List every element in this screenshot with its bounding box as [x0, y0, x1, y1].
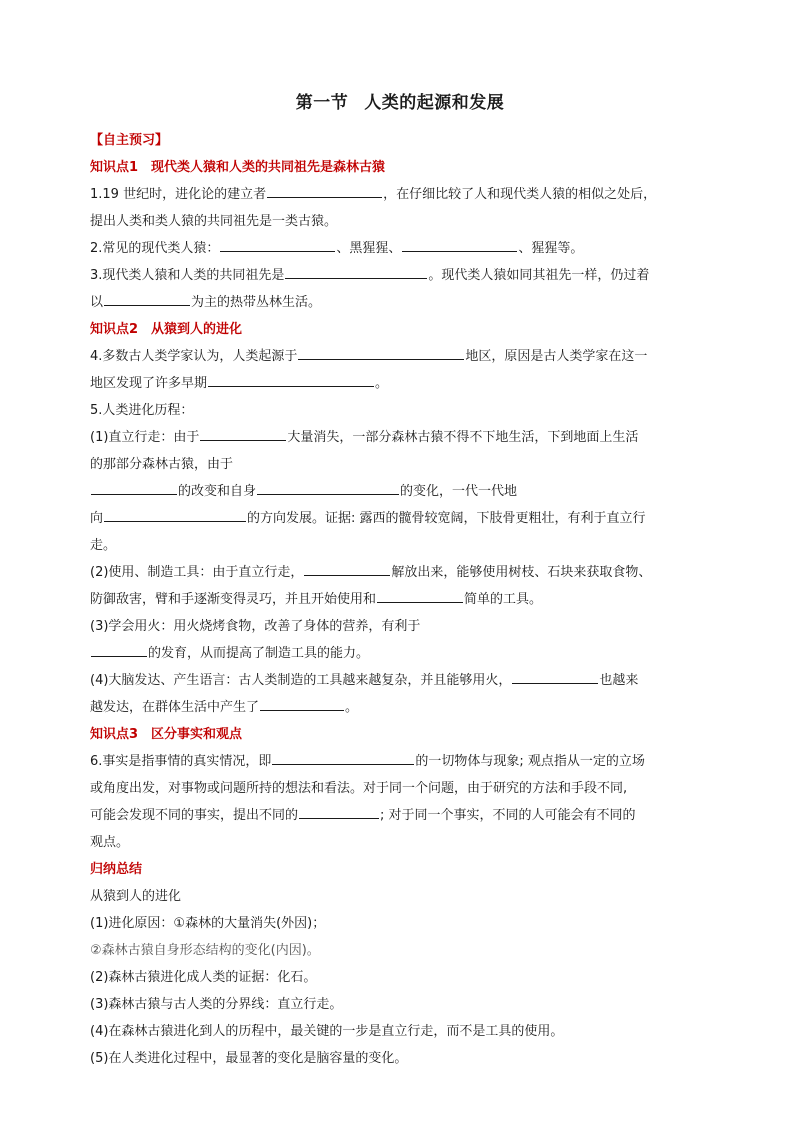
question-5-1-line-2: 的那部分森林古猿，由于: [90, 457, 234, 472]
answer-blank[interactable]: [91, 642, 147, 657]
summary-title: 从猿到人的进化: [90, 889, 182, 904]
question-5-1-line-3: 的改变和自身 的变化，一代一代地: [90, 478, 710, 505]
question-3-line-1: 3.现代类人猿和人类的共同祖先是 。现代类人猿如同其祖先一样，仍过着: [90, 262, 710, 289]
answer-blank[interactable]: [299, 804, 379, 819]
question-5-1-line-5: 走。: [90, 538, 117, 553]
answer-blank[interactable]: [104, 291, 190, 306]
question-5-3-line-2: 的发育，从而提高了制造工具的能力。: [90, 640, 710, 667]
question-6-line-4: 观点。: [90, 835, 130, 850]
answer-blank[interactable]: [260, 696, 344, 711]
answer-blank[interactable]: [272, 750, 414, 765]
answer-blank[interactable]: [512, 669, 598, 684]
answer-blank[interactable]: [220, 237, 335, 252]
preview-header: 【自主预习】: [90, 133, 169, 148]
question-6-line-3: 可能会发现不同的事实，提出不同的 ; 对于同一个事实，不同的人可能会有不同的: [90, 802, 710, 829]
summary-header: 归纳总结: [90, 862, 143, 877]
question-5-4-line-2: 越发达，在群体生活中产生了 。: [90, 694, 710, 721]
worksheet-page: [90, 88, 710, 1072]
question-2: 2.常见的现代类人猿： 、黑猩猩、 、猩猩等。: [90, 235, 710, 262]
summary-item-5: (5)在人类进化过程中，最显著的变化是脑容量的变化。: [90, 1051, 408, 1066]
page-title: 第一节 人类的起源和发展: [295, 93, 505, 113]
question-5-2-line-2: 防御敌害，臂和手逐渐变得灵巧，并且开始使用和 简单的工具。: [90, 586, 710, 613]
answer-blank[interactable]: [104, 507, 246, 522]
summary-item-3: (3)森林古猿与古人类的分界线：直立行走。: [90, 997, 343, 1012]
question-5-1-line-4: 向 的方向发展。证据: 露西的髋骨较宽阔，下肢骨更粗壮，有利于直立行: [90, 505, 710, 532]
summary-item-4: (4)在森林古猿进化到人的历程中，最关键的一步是直立行走，而不是工具的使用。: [90, 1024, 564, 1039]
answer-blank[interactable]: [402, 237, 517, 252]
question-4-line-2: 地区发现了许多早期 。: [90, 370, 710, 397]
answer-blank[interactable]: [285, 264, 427, 279]
answer-blank[interactable]: [377, 588, 463, 603]
question-6-line-1: 6.事实是指事情的真实情况，即 的一切物体与现象; 观点指从一定的立场: [90, 748, 710, 775]
question-5-2-line-1: (2)使用、制造工具：由于直立行走， 解放出来，能够使用树枝、石块来获取食物、: [90, 559, 710, 586]
knowledge-point-2: 知识点2 从猿到人的进化: [90, 322, 243, 337]
answer-blank[interactable]: [304, 561, 390, 576]
question-5-4-line-1: (4)大脑发达、产生语言：古人类制造的工具越来越复杂，并且能够用火， 也越来: [90, 667, 710, 694]
summary-item-1b: ②森林古猿自身形态结构的变化(内因)。: [90, 943, 320, 958]
question-5-1-line-1: (1)直立行走：由于 大量消失，一部分森林古猿不得不下地生活，下到地面上生活: [90, 424, 710, 451]
answer-blank[interactable]: [298, 345, 464, 360]
summary-item-2: (2)森林古猿进化成人类的证据：化石。: [90, 970, 317, 985]
answer-blank[interactable]: [200, 426, 286, 441]
question-5: 5.人类进化历程：: [90, 403, 194, 418]
knowledge-point-3: 知识点3 区分事实和观点: [90, 727, 243, 742]
question-1-line-2: 提出人类和类人猿的共同祖先是一类古猿。: [90, 214, 338, 229]
answer-blank[interactable]: [208, 372, 374, 387]
answer-blank[interactable]: [91, 480, 177, 495]
question-1-line-1: 1.19 世纪时，进化论的建立者 ，在仔细比较了人和现代类人猿的相似之处后，: [90, 181, 710, 208]
question-6-line-2: 或角度出发，对事物或问题所持的想法和看法。对于同一个问题，由于研究的方法和手段不同,: [90, 781, 628, 796]
question-5-3-line-1: (3)学会用火：用火烧烤食物，改善了身体的营养，有利于: [90, 619, 421, 634]
summary-item-1: (1)进化原因：①森林的大量消失(外因)；: [90, 916, 326, 931]
knowledge-point-1: 知识点1 现代类人猿和人类的共同祖先是森林古猿: [90, 160, 386, 175]
answer-blank[interactable]: [267, 183, 382, 198]
question-3-line-2: 以 为主的热带丛林生活。: [90, 289, 710, 316]
answer-blank[interactable]: [257, 480, 399, 495]
question-4-line-1: 4.多数古人类学家认为，人类起源于 地区，原因是古人类学家在这一: [90, 343, 710, 370]
